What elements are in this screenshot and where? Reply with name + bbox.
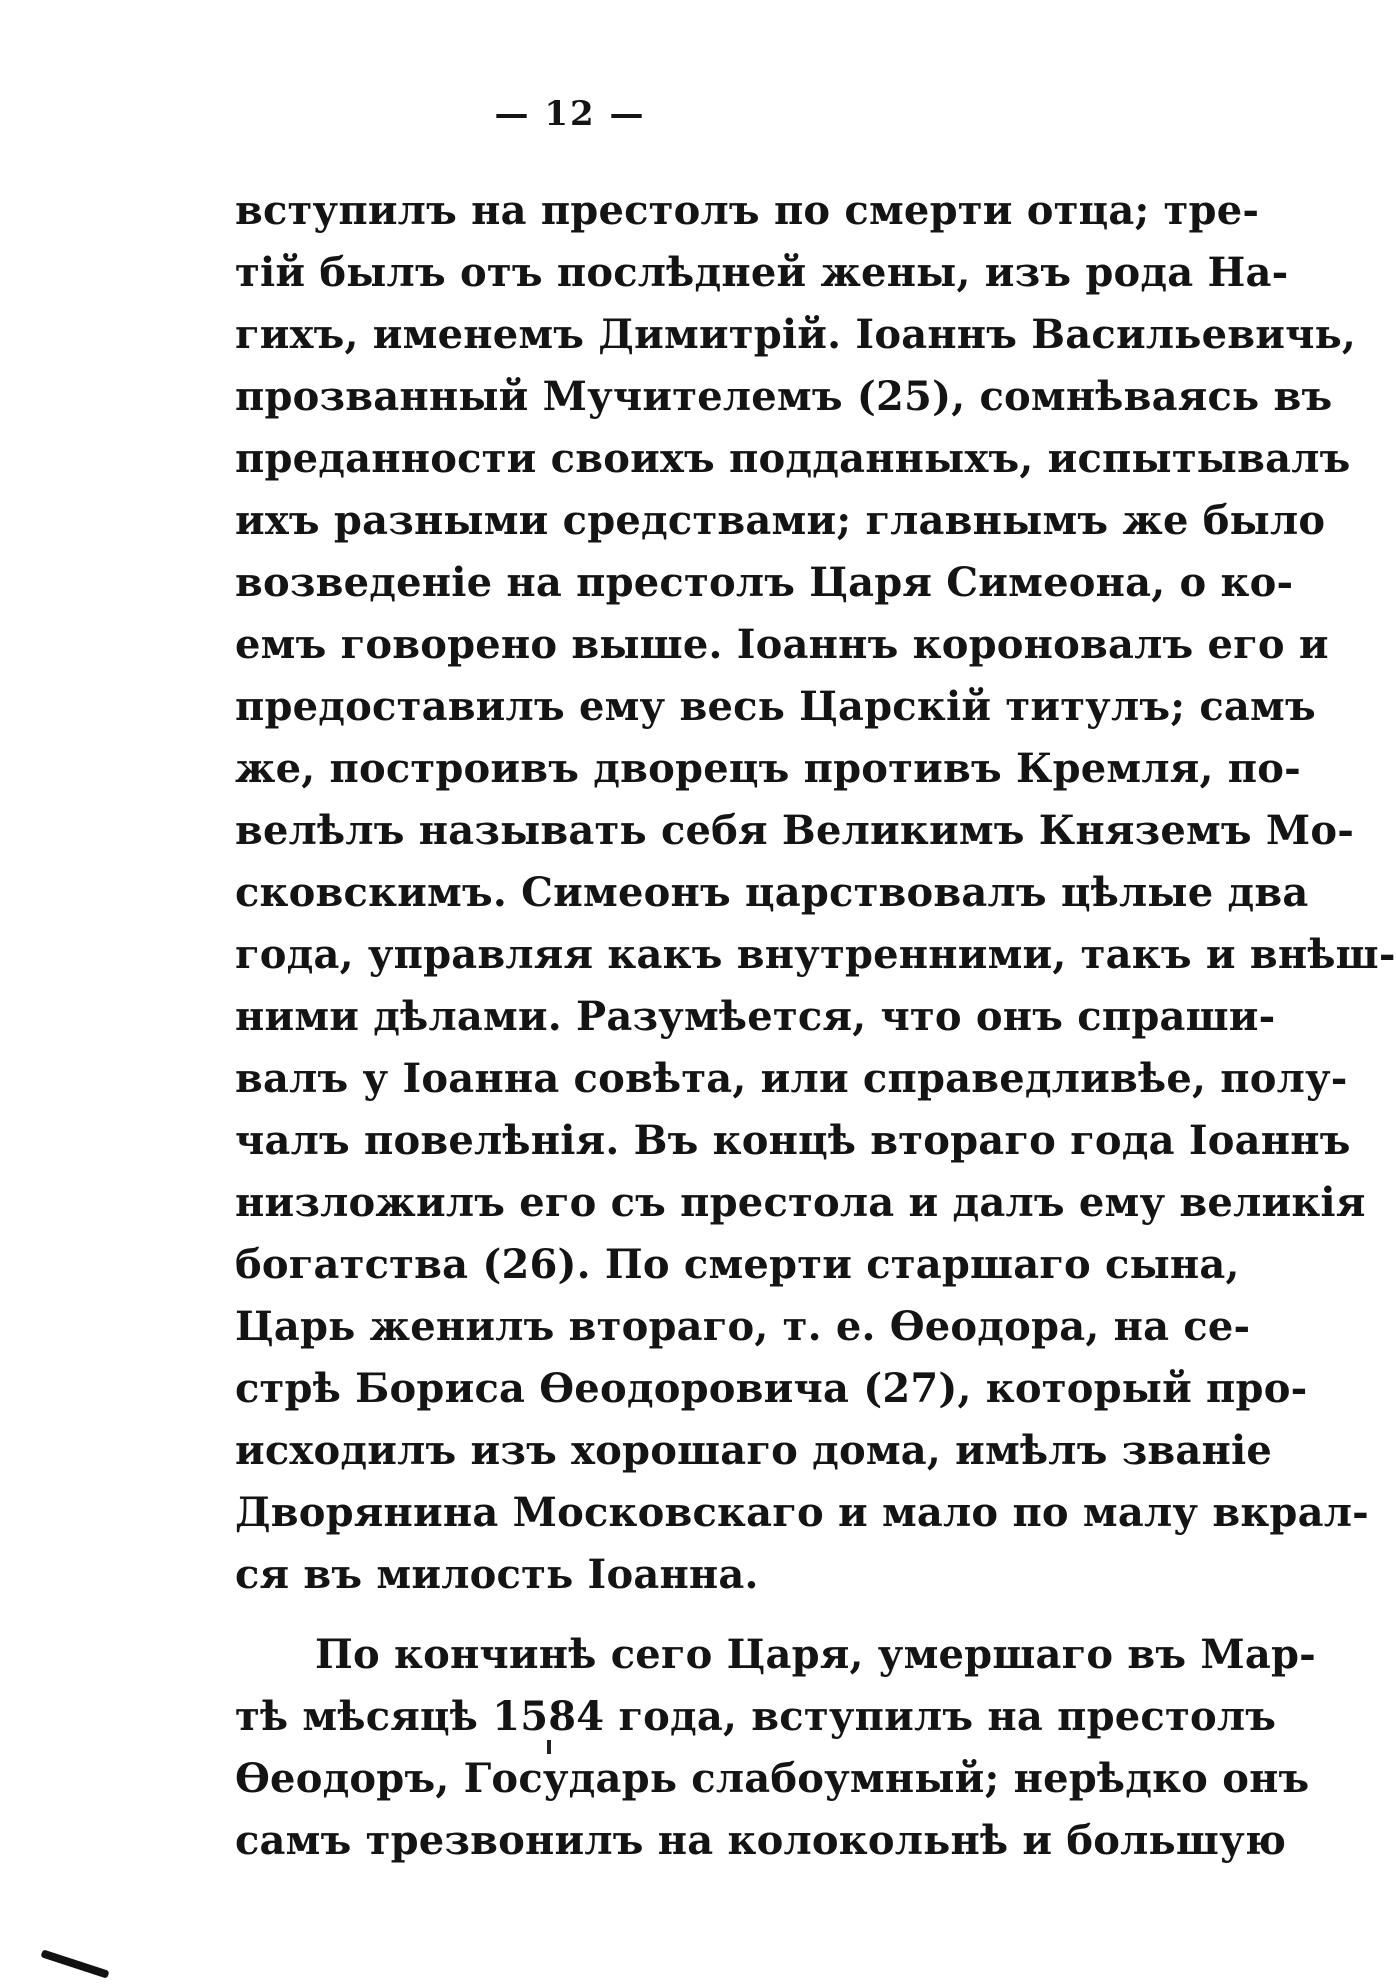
- text-line: ся въ милость Іоанна.: [235, 1551, 759, 1598]
- paragraph-2: [235, 1624, 1316, 1872]
- text-line: ними дѣлами. Разумѣется, что онъ спраши-: [235, 993, 1276, 1040]
- text-line: Ѳеодоръ, Государь слабоумный; нерѣдко онъ: [235, 1755, 1310, 1802]
- text-line: гихъ, именемъ Димитрій. Іоаннъ Васильевичь,: [235, 311, 1357, 358]
- text-line: предоставилъ ему весь Царскій титулъ; самъ: [235, 683, 1316, 730]
- text-line: низложилъ его съ престола и далъ ему великія: [235, 1179, 1366, 1226]
- text-line: сковскимъ. Симеонъ царствовалъ цѣлые два: [235, 869, 1309, 916]
- text-line: емъ говорено выше. Іоаннъ короновалъ его и: [235, 621, 1329, 668]
- text-line: чалъ повелѣнія. Въ концѣ втораго года Іоаннъ: [235, 1117, 1351, 1164]
- text-line: велѣлъ называть себя Великимъ Княземъ Мо-: [235, 807, 1355, 854]
- paragraph-1: [235, 180, 1396, 1606]
- text-line: ихъ разными средствами; главнымъ же было: [235, 497, 1326, 544]
- text-line: Дворянина Московскаго и мало по малу вкрал-: [235, 1489, 1369, 1536]
- paragraph-gap: [235, 1606, 1085, 1624]
- text-line: валъ у Іоанна совѣта, или справедливѣе, полу-: [235, 1055, 1348, 1102]
- text-line: самъ трезвонилъ на колокольнѣ и большую: [235, 1817, 1287, 1864]
- text-line: богатства (26). По смерти старшаго сына,: [235, 1241, 1240, 1288]
- text-line: исходилъ изъ хорошаго дома, имѣлъ званіе: [235, 1427, 1273, 1474]
- text-line: стрѣ Бориса Ѳеодоровича (27), который про-: [235, 1365, 1308, 1412]
- text-line: тѣ мѣсяцѣ 1584 года, вступилъ на престолъ: [235, 1693, 1277, 1740]
- text-line: года, управляя какъ внутренними, такъ и внѣш-: [235, 931, 1396, 978]
- text-line: прозванный Мучителемъ (25), сомнѣваясь въ: [235, 373, 1333, 420]
- text-block: [235, 180, 1396, 1872]
- text-line: преданности своихъ подданныхъ, испытывалъ: [235, 435, 1351, 482]
- page-number: — 12 —: [494, 94, 646, 134]
- text-line: По кончинѣ сего Царя, умершаго въ Мар-: [315, 1631, 1316, 1678]
- text-line: же, построивъ дворецъ противъ Кремля, по-: [235, 745, 1301, 792]
- text-line: возведеніе на престолъ Царя Симеона, о ко-: [235, 559, 1294, 606]
- text-line: Царь женилъ втораго, т. е. Ѳеодора, на се-: [235, 1303, 1251, 1350]
- ink-smudge: [40, 1949, 109, 1978]
- text-line: вступилъ на престолъ по смерти отца; тре-: [235, 187, 1260, 234]
- text-line: тій былъ отъ послѣдней жены, изъ рода На-: [235, 249, 1289, 296]
- print-mark: [547, 1740, 551, 1754]
